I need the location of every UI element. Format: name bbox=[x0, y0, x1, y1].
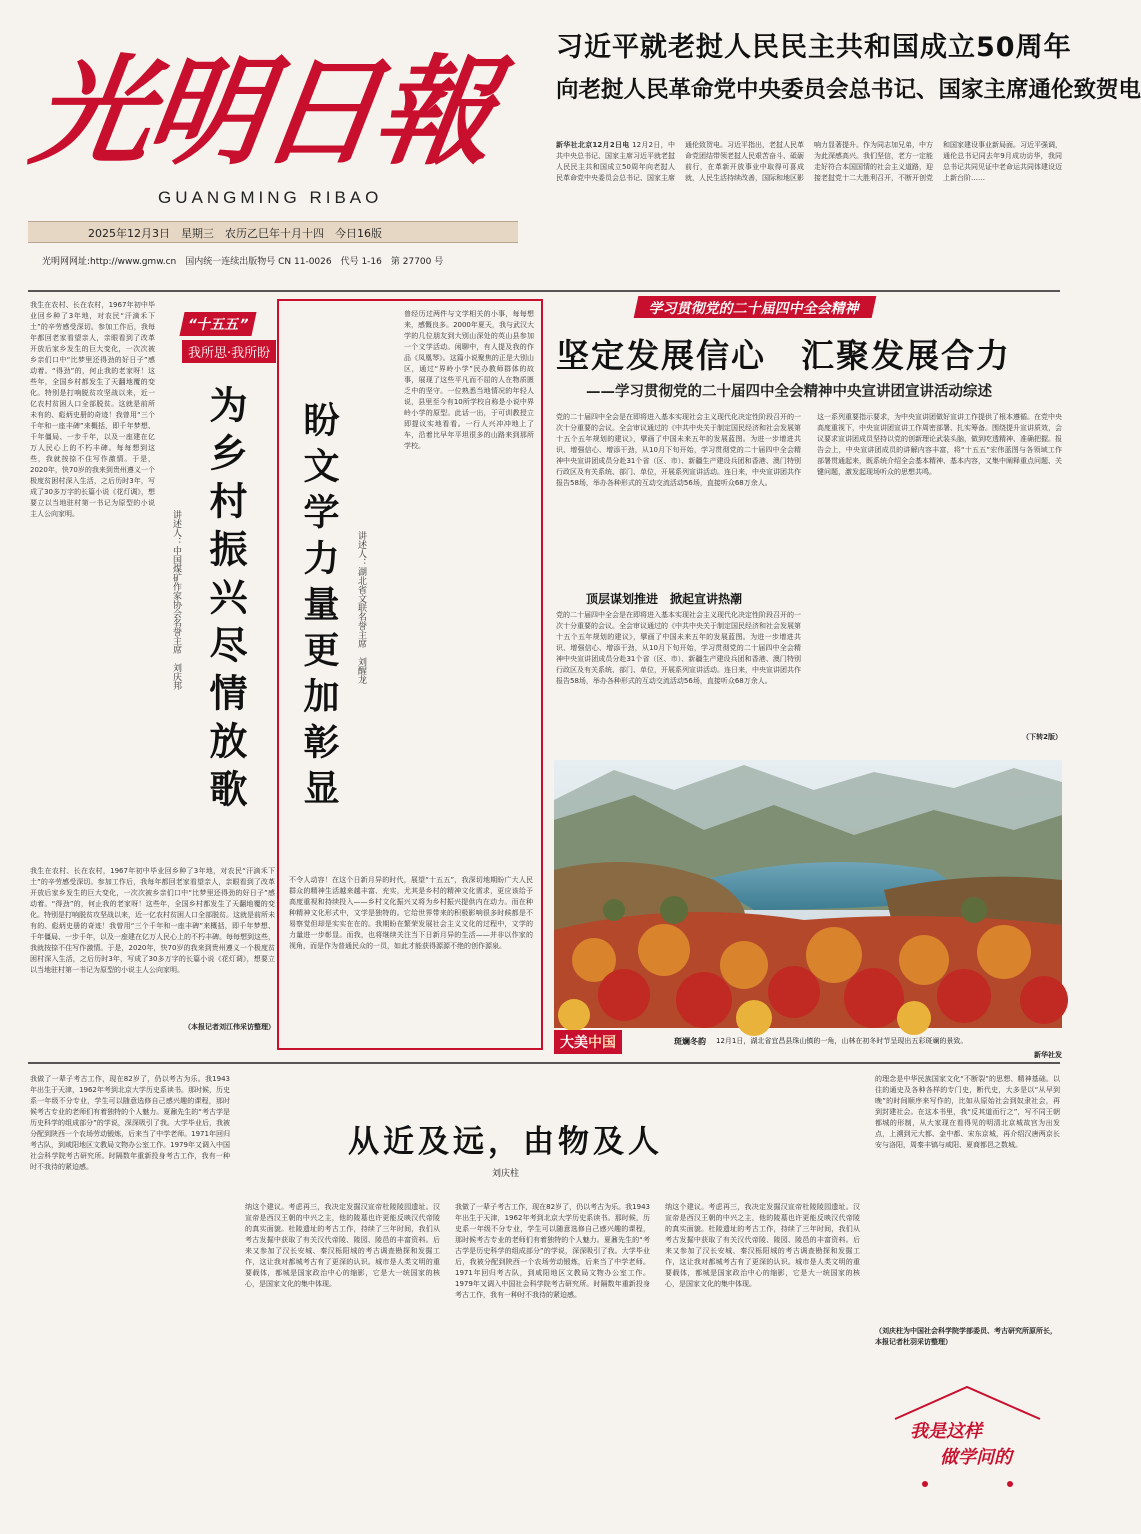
bottom-feature-col-5 bbox=[875, 1074, 1060, 1319]
left-feature-ending: （本报记者刘江伟采访整理） bbox=[184, 1023, 275, 1031]
left-feature bbox=[30, 300, 275, 1040]
center-feature-byline: 讲述人：湖北省文联名誉主席 刘醒龙 bbox=[356, 531, 366, 684]
bottom-feature-col-3 bbox=[455, 1202, 650, 1519]
left-feature-body-lower-text: 我生在农村、长在农村，1967年初中毕业回乡种了3年地，对农民“汗滴禾下土”的辛劳感受深切。参加工作后，我每年都回老家看望亲人，亲眼看到了改革开放后家乡发生的巨大变化，一次次被乡亲们口中“比梦里还得劲的好日子”感动着。“得劲”的，何止我的老家呀！这些年，全国乡村都发生了天翻地覆的变化。特别是打响脱贫攻坚战以来，近一亿农村贫困人口全部脱贫。这就是前所未有的、彪炳史册的奇迹！我曾用“三个千年和一座丰碑”来概括，即千年梦想、千年僵局、一步千年，以及一座建在亿万人民心上的不朽丰碑。每每想到这些，我就按捺不住写作激情。于是，2020年，快70岁的我来到贵州遵义一个极度贫困村深入生活，之后历时3年，写成了30多万字的长篇小说《花灯调》，想要立以当地驻村第一书记为原型的小说主人公向家明。 bbox=[30, 867, 275, 974]
right-feature-subtitle: ——学习贯彻党的二十届四中全会精神中央宣讲团宣讲活动综述 bbox=[586, 384, 992, 400]
photo-caption-title: 斑斓冬韵 bbox=[674, 1037, 706, 1046]
badge-meimei bbox=[554, 1030, 622, 1054]
bottom-feature-col-2-text: 纳这个建议。考虑再三，我决定发掘汉宣帝杜陵陵园遗址。汉宣帝是西汉王朝的中兴之主，他的陵墓也许更能反映汉代帝陵的真实面貌。杜陵遗址的考古工作，持续了三年时间，我们从考古发掘中获取了有关汉代帝陵、陵园、陵邑的丰富资料。后来又参加了汉长安城、秦汉栎阳城的考古调查勘探和发掘工作，这让我对都城考古有了更深的认识。城市是人类文明的重要载体，都城是国家政治中心的缩影，它是大一统国家的核心，是国家文化的集中体现。 bbox=[245, 1203, 440, 1288]
masthead bbox=[24, 28, 518, 288]
headline-dateline: 新华社北京12月2日电 bbox=[556, 141, 630, 149]
bottom-feature-ending: （刘庆柱为中国社会科学院学部委员、考古研究所原所长，本报记者杜羽采访整理） bbox=[875, 1327, 1057, 1346]
left-feature-body bbox=[30, 300, 155, 860]
badge-right: 中国 bbox=[588, 1035, 616, 1051]
right-feature-body-lower-text: 党的二十届四中全会是在即将进入基本实现社会主义现代化决定性阶段召开的一次十分重要的会议。全会审议通过的《中共中央关于制定国民经济和社会发展第十五个五年规划的建议》，擘画了中国未来五年的发展蓝图。为进一步增进共识、增强信心、增添干劲，从10月下旬开始，学习贯彻党的二十届四中全会精神中央宣讲团成员分赴31个省（区、市）、新疆生产建设兵团和香港、澳门特别行政区及有关系统、部门、单位，开展系列宣讲活动。连日来，中央宣讲团共作报告58场，举办各种形式的互动交流活动56场，直接听众68万余人。 bbox=[556, 611, 801, 685]
bottom-feature-author: 刘庆柱 bbox=[492, 1169, 520, 1179]
bottom-feature bbox=[30, 1074, 1060, 1524]
bottom-feature-col-1 bbox=[30, 1074, 230, 1519]
bottom-feature-col-1-text: 我做了一辈子考古工作，现在82岁了，仍以考古为乐。我1943年出生于天津，1962年考到北京大学历史系读书。那时候，历史系一年级不分专业，学生可以随意选修自己感兴趣的课程，那时候考古专业的老师们有着独特的个人魅力。夏鼐先生的“考古学是历史科学的组成部分”的学说，深深吸引了我。大学毕业后，我被分配到陕西一个农场劳动锻炼，后来当了中学老师。1971年回归考古队，到咸阳地区文教局文物办公室工作。1979年又调入中国社会科学院考古研究所。时隔数年重新投身考古工作，我有一种时不我待的紧迫感。 bbox=[30, 1075, 230, 1171]
right-feature-body bbox=[556, 412, 801, 588]
headline-body bbox=[556, 140, 1062, 295]
newspaper-pinyin: GUANGMING RIBAO bbox=[158, 188, 383, 207]
right-feature-subhead: 顶层谋划推进 掀起宣讲热潮 bbox=[586, 592, 743, 606]
top-headline bbox=[556, 28, 1141, 283]
right-feature-body-2 bbox=[817, 412, 1062, 730]
right-feature-body-lower bbox=[556, 610, 801, 736]
left-feature-title: 为乡村振兴尽情放歌 bbox=[203, 385, 247, 817]
photo-caption-bar bbox=[554, 1028, 1062, 1059]
photo-caption: 12月1日，湖北省宜昌县珠山镇的一角，山林在初冬时节呈现出五彩斑斓的景致。 bbox=[716, 1037, 968, 1045]
series-logo-bottom: 做学问的 bbox=[940, 1447, 1012, 1468]
bottom-feature-title: 从近及远，由物及人 bbox=[348, 1124, 663, 1160]
left-feature-byline: 讲述人：中国煤矿作家协会名誉主席 刘庆邦 bbox=[171, 510, 181, 690]
right-feature-ending: （下转2版） bbox=[1022, 733, 1062, 741]
date-line: 2025年12月3日 星期三 农历乙巳年十月十四 今日16版 bbox=[88, 227, 382, 240]
bottom-feature-col-4 bbox=[665, 1202, 860, 1519]
series-logo-top: 我是这样 bbox=[910, 1421, 982, 1442]
section-banner bbox=[182, 312, 282, 372]
info-line: 光明网网址:http://www.gmw.cn 国内统一连续出版物号 CN 11-0026 代号 1-16 第 27700 号 bbox=[42, 257, 444, 267]
left-feature-body-text: 我生在农村、长在农村，1967年初中毕业回乡种了3年地，对农民“汗滴禾下土”的辛劳感受深切。参加工作后，我每年都回老家看望亲人，亲眼看到了改革开放后家乡发生的巨大变化，一次次被乡亲们口中“比梦里还得劲的好日子”感动着。“得劲”的，何止我的老家呀！这些年，全国乡村都发生了天翻地覆的变化。特别是打响脱贫攻坚战以来，近一亿农村贫困人口全部脱贫。这就是前所未有的、彪炳史册的奇迹！我曾用“三个千年和一座丰碑”来概括，即千年梦想、千年僵局、一步千年，以及一座建在亿万人民心上的不朽丰碑。每每想到这些，我就按捺不住写作激情。于是，2020年，快70岁的我来到贵州遵义一个极度贫困村深入生活，之后历时3年，写成了30多万字的长篇小说《花灯调》，想要立以当地驻村第一书记为原型的小说主人公向家明。 bbox=[30, 301, 155, 518]
newspaper-logo: 光明日報 bbox=[24, 42, 500, 181]
headline-body-text: 12月2日，中共中央总书记、国家主席习近平就老挝人民民主共和国成立50周年向老挝人民革命党中央委员会总书记、国家主席通伦致贺电。习近平指出，老挝人民革命党团结带领老挝人民艰苦奋斗、砥砺前行，在革新开放事业中取得可喜成就，人民生活持续改善，国际和地区影响力显著提升。作为同志加兄弟，中方为此深感高兴。我们坚信，老方一定能走好符合本国国情的社会主义道路，迎接老挝党十二大胜利召开，不断开创党和国家建设事业新局面。习近平强调，通伦总书记同去年9月成功访华，我同总书记共同见证中老命运共同体建设迈上新台阶…… bbox=[556, 141, 1062, 182]
date-bar bbox=[28, 221, 518, 243]
headline-line-1: 习近平就老挝人民民主共和国成立50周年 bbox=[556, 32, 1072, 63]
center-feature-title: 盼文学力量更加彰显 bbox=[298, 401, 339, 815]
center-feature-continued bbox=[289, 875, 533, 1040]
banner-bottom: 我所思·我所盼 bbox=[182, 340, 276, 363]
center-feature-body bbox=[404, 309, 534, 869]
bottom-feature-col-4-text: 纳这个建议。考虑再三，我决定发掘汉宣帝杜陵陵园遗址。汉宣帝是西汉王朝的中兴之主，他的陵墓也许更能反映汉代帝陵的真实面貌。杜陵遗址的考古工作，持续了三年时间，我们从考古发掘中获取了有关汉代帝陵、陵园、陵邑的丰富资料。后来又参加了汉长安城、秦汉栎阳城的考古调查勘探和发掘工作，这让我对都城考古有了更深的认识。城市是人类文明的重要载体，都城是国家政治中心的缩影，它是大一统国家的核心，是国家文化的集中体现。 bbox=[665, 1203, 860, 1288]
landscape-photo bbox=[554, 760, 1062, 1028]
bottom-feature-col-3-text: 我做了一辈子考古工作，现在82岁了，仍以考古为乐。我1943年出生于天津，1962年考到北京大学历史系读书。那时候，历史系一年级不分专业，学生可以随意选修自己感兴趣的课程，那时候考古专业的老师们有着独特的个人魅力。夏鼐先生的“考古学是历史科学的组成部分”的学说，深深吸引了我。大学毕业后，我被分配到陕西一个农场劳动锻炼，后来当了中学老师。1971年回归考古队，到咸阳地区文教局文物办公室工作。1979年又调入中国社会科学院考古研究所。时隔数年重新投身考古工作，我有一种时不我待的紧迫感。 bbox=[455, 1203, 650, 1299]
badge-left: 大美 bbox=[560, 1035, 588, 1051]
masthead-divider bbox=[28, 290, 1060, 292]
center-feature-body-text: 曾经历过两件与文学相关的小事，每每想来，感慨良多。2000年夏天，我与武汉大学的几位朋友到大别山深处的英山县参加一个文学活动。闲聊中，有人提及我的作品《凤凰琴》。这篇小说聚焦的正是大别山区，通过“界岭小学”民办教师群体的故事，展现了这些平凡而不屈的人在物质匮乏中的坚守。一位熟悉当地情况的年轻人说，县里至今有10所学校自称是小说中界岭小学的原型。此话一出，于可训教授立即提议实地看看。一行人兴冲冲地上了车，沿着比早年平坦很多的山路来到那所学校。 bbox=[404, 310, 534, 450]
right-feature-title: 坚定发展信心 汇聚发展合力 bbox=[556, 336, 1011, 375]
photo-image bbox=[554, 760, 1062, 1028]
banner-top: “十五五” bbox=[179, 312, 257, 336]
headline-line-2: 向老挝人民革命党中央委员会总书记、国家主席通伦致贺电 bbox=[556, 77, 1141, 103]
series-logo bbox=[885, 1379, 1050, 1499]
bottom-feature-col-5-text: 的理念是中华民族国家文化“不断裂”的思想、精神基础。以往的通史及各种各样的专门史，断代史，大多是以“从早到晚”的时间顺序来写作的，比如从原始社会到奴隶社会，再到封建社会。在这本书里，我“反其道而行之”，写不同王朝都城的形制，从大家现在看得见的明清北京城故宫为出发点，上溯到元大都、金中都、宋东京城，再介绍汉唐两京长安与洛阳，周秦丰镐与咸阳、夏商都邑之数城。 bbox=[875, 1075, 1060, 1149]
right-feature-banner: 学习贯彻党的二十届四中全会精神 bbox=[634, 296, 877, 318]
left-feature-body-lower bbox=[30, 866, 275, 1016]
photo-credit: 新华社发 bbox=[1034, 1051, 1062, 1059]
center-feature bbox=[277, 299, 543, 1050]
right-feature-body-text: 党的二十届四中全会是在即将进入基本实现社会主义现代化决定性阶段召开的一次十分重要的会议。全会审议通过的《中共中央关于制定国民经济和社会发展第十五个五年规划的建议》，擘画了中国未来五年的发展蓝图。为进一步增进共识、增强信心、增添干劲，从10月下旬开始，学习贯彻党的二十届四中全会精神中央宣讲团成员分赴31个省（区、市）、新疆生产建设兵团和香港、澳门特别行政区及有关系统、部门、单位，开展系列宣讲活动。连日来，中央宣讲团共作报告58场，举办各种形式的互动交流活动56场，直接听众68万余人。 bbox=[556, 413, 801, 487]
section-divider bbox=[28, 1062, 1060, 1064]
center-feature-continued-text: 不令人动容！在这个日新月异的时代，展望“十五五”，我深切地期盼广大人民群众的精神生活越来越丰富、充实，尤其是乡村的精神文化需求，更应该给予高度重视和持续投入——乡村文化振兴又将为乡村振兴提供内在动力。而在种种精神文化形式中，文学是独特的。它给世界带来的积极影响很多时候都是不易察觉但却是实实在在的。我期盼在繁荣发展社会主义文化的过程中，文学的力量进一步彰显。而我，也将继续关注当下日新月异的生活——并非以作家的视角，而是作为普通民众的一员，如此才能获得源源不绝的创作源泉。 bbox=[289, 876, 533, 950]
bottom-feature-col-2 bbox=[245, 1202, 440, 1519]
right-feature-body-2-text: 这一系列重要指示要求，为中央宣讲团做好宣讲工作提供了根本遵循。在党中央高度重视下，中央宣讲团宣讲工作周密部署、扎实筹备。围绕提升宣讲质效，会议要求宣讲团成员坚持以党的创新理论武装头脑，做到吃透精神、准确把握。报告会上，中央宣讲团成员的讲解内容丰富，将“十五五”宏伟蓝图与各领域工作部署贯通起来，既系统介绍全会基本精神、基本内容，又集中阐释重点问题、关键问题，激发起现场听众的思想共鸣。 bbox=[817, 413, 1062, 476]
right-feature bbox=[556, 296, 1062, 746]
